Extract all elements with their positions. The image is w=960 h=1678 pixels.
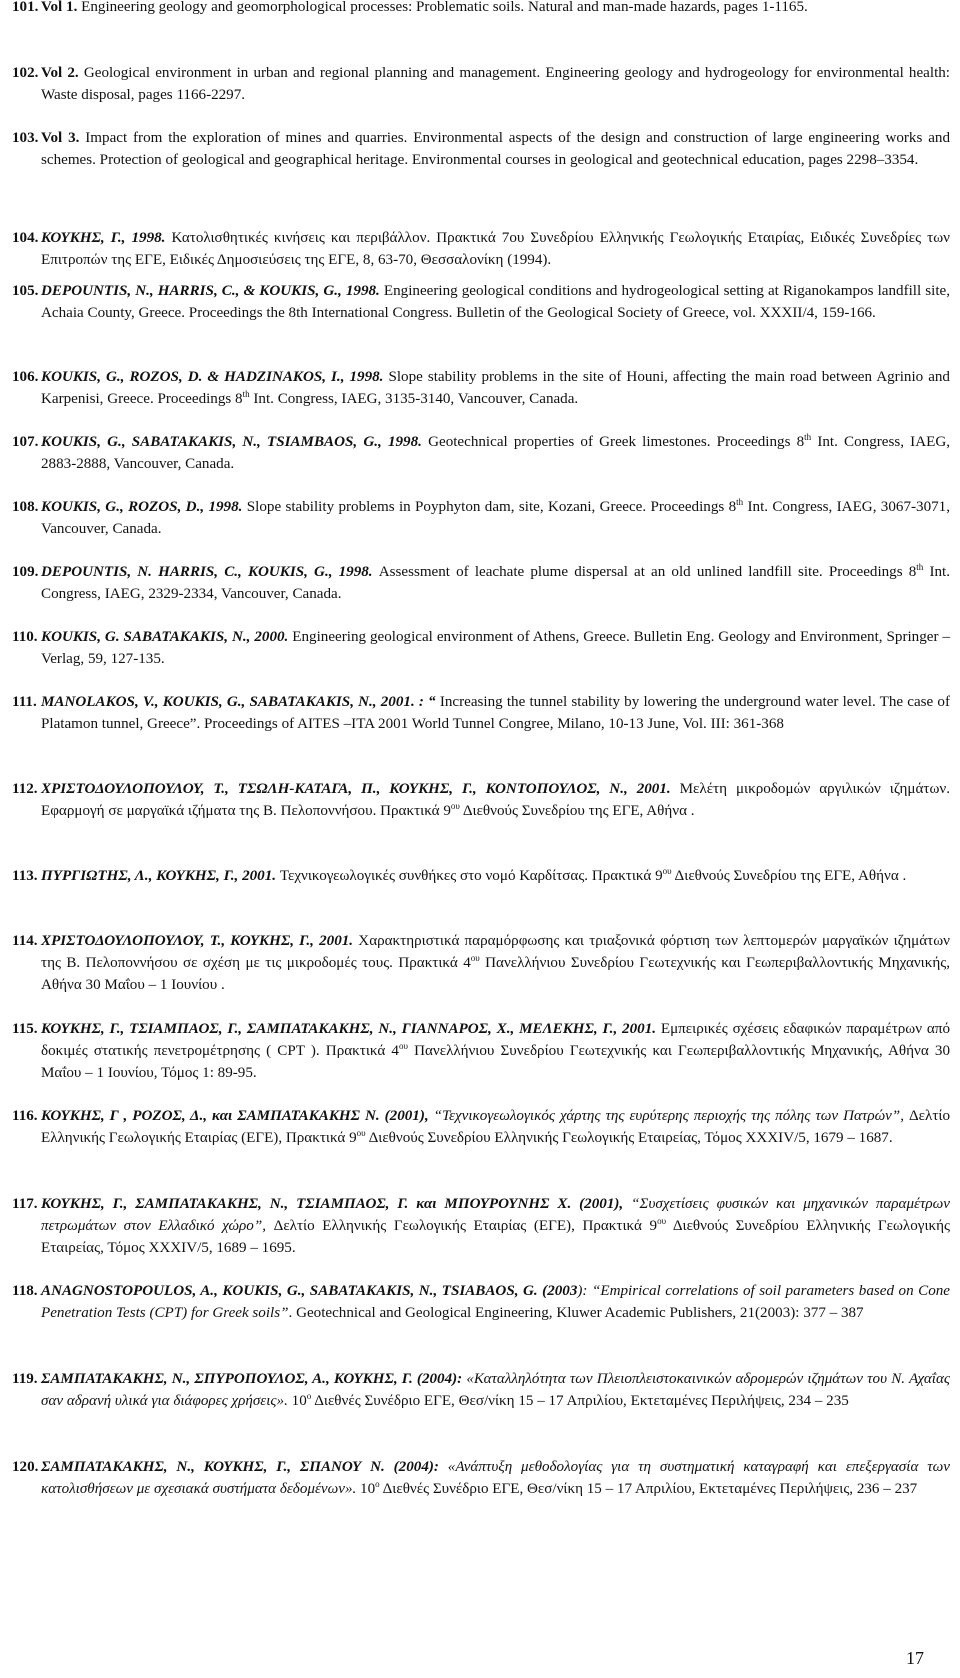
ref-text: Διεθνές Συνέδριο ΕΓΕ, Θεσ/νίκη 15 – 17 Απριλίου, Εκτεταμένες Περιλήψεις, 234 – 235: [311, 1393, 849, 1409]
ref-text: Engineering geological conditions and hydrogeological setting at Riganokampos landfill site, Achaia County, Greece. Proceedings the 8th International Congress. Bulletin of the Geological Society of Greece, vol. XXXII/4, 159-166.: [41, 283, 950, 321]
reference-109: [12, 561, 950, 605]
reference-number: 107.: [12, 434, 39, 450]
reference-118: [12, 1280, 950, 1324]
ref-text: Διεθνούς Συνεδρίου της ΕΓΕ, Αθήνα .: [459, 803, 695, 819]
ref-volume: Vol 2.: [41, 65, 84, 81]
ref-text: Impact from the exploration of mines and quarries. Environmental aspects of the design and construction of large engineering works and schemes. Protection of geological and geographical heritage. Environmental courses in geological and geotechnical education, pages 2298–3354.: [41, 130, 950, 168]
ref-text: Κατολισθητικές κινήσεις και περιβάλλον. Πρακτικά 7ου Συνεδρίου Ελληνικής Γεωλογικής Εταιρίας, Ειδικές Συνεδρίες των Επιτροπών της ΕΓΕ, Ειδικές Δημοσιεύσεις της ΕΓΕ, 8, 63-70, Θεσσαλονίκη (1994).: [41, 230, 950, 268]
reference-number: 105.: [12, 283, 39, 299]
ref-title: «Ανάπτυξη μεθοδολογίας για τη συστηματική καταγραφή και επεξεργασία των κατολισθήσεων με σχεσιακά συστήματα δεδομένων».: [41, 1459, 950, 1497]
ref-text: Διεθνούς Συνεδρίου Ελληνικής Γεωλογικής Εταιρείας, Τόμος XXXIV/5, 1689 – 1695.: [41, 1218, 950, 1256]
ref-text: Int. Congress, IAEG, 3135-3140, Vancouver, Canada.: [249, 391, 579, 407]
reference-119: [12, 1368, 950, 1412]
ref-text: Διεθνές Συνέδριο ΕΓΕ, Θεσ/νίκη 15 – 17 Απριλίου, Εκτεταμένες Περιλήψεις, 236 – 237: [379, 1481, 918, 1497]
ref-authors: ΣΑΜΠΑΤΑΚΑΚΗΣ, Ν., ΚΟΥΚΗΣ, Γ., ΣΠΑΝΟΥ Ν. (2004):: [41, 1459, 439, 1475]
reference-number: 104.: [12, 230, 39, 246]
ref-text: Εμπειρικές σχέσεις εδαφικών παραμέτρων από δοκιμές στατικής πενετρομέτρησης ( CPT ). Πρακτικά 4: [41, 1021, 950, 1059]
reference-101: [12, 0, 950, 18]
reference-117: [12, 1193, 950, 1259]
reference-114: [12, 930, 950, 996]
ref-title: «Καταλληλότητα των Πλειοπλειστοκαινικών αδρομερών ιζημάτων του Ν. Αχαΐας σαν αδρανή υλικά για διάφορες χρήσεις».: [41, 1371, 950, 1409]
ref-text: Τεχνικογεωλογικές συνθήκες στο νομό Καρδίτσας. Πρακτικά 9: [279, 868, 663, 884]
ref-text: Engineering geology and geomorphological processes: Problematic soils. Natural and man-made hazards, pages 1-1165.: [81, 0, 808, 15]
reference-112: [12, 778, 950, 822]
ref-authors: KOUKIS, G., SABATAKAKIS, N., TSIAMBAOS, G., 1998.: [41, 434, 429, 450]
ref-authors: DEPOUNTIS, N. HARRIS, C., KOUKIS, G., 1998.: [41, 564, 379, 580]
reference-number: 110.: [12, 629, 38, 645]
ref-authors: ΧΡΙΣΤΟΔΟΥΛΟΠΟΥΛΟΥ, Τ., ΚΟΥΚΗΣ, Γ., 2001.: [41, 933, 359, 949]
ref-authors: ΣΑΜΠΑΤΑΚΑΚΗΣ, Ν., ΣΠΥΡΟΠΟΥΛΟΣ, Α., ΚΟΥΚΗΣ, Γ. (2004):: [41, 1371, 463, 1387]
reference-number: 118.: [12, 1283, 38, 1299]
ref-text: Διεθνούς Συνεδρίου της ΕΓΕ, Αθήνα .: [671, 868, 907, 884]
reference-115: [12, 1018, 950, 1084]
ref-authors: MANOLAKOS, V., KOUKIS, G., SABATAKAKIS, N., 2001. : “: [41, 694, 440, 710]
ref-text: Int. Congress, IAEG, 2329-2334, Vancouver, Canada.: [41, 564, 950, 602]
ref-authors: ΠΥΡΓΙΩΤΗΣ, Λ., ΚΟΥΚΗΣ, Γ., 2001.: [41, 868, 280, 884]
reference-102: [12, 62, 950, 106]
ref-text: Χαρακτηριστικά παραμόρφωσης και τριαξονικά φόρτιση των λεπτομερών μαργαϊκών ιζημάτων της Β. Πελοποννήσου σε σχέση με τις μικροδομές τους. Πρακτικά 4: [41, 933, 951, 971]
ordinal-superscript: ου: [356, 1128, 366, 1138]
ref-text: Int. Congress, IAEG, 3067-3071, Vancouver, Canada.: [41, 499, 950, 537]
ref-authors: ΚΟΥΚΗΣ, Γ., 1998.: [41, 230, 172, 246]
ref-title: “Συσχετίσεις φυσικών και μηχανικών παραμέτρων πετρωμάτων στον Ελλαδικό χώρο”,: [41, 1196, 950, 1234]
ordinal-superscript: th: [804, 432, 812, 442]
ordinal-superscript: ου: [450, 801, 460, 811]
ref-text: Πανελλήνιου Συνεδρίου Γεωτεχνικής και Γεωπεριβαλλοντικής Μηχανικής, Αθήνα 30 Μαΐου – 1 Ιουνίου, Τόμος 1: 89-95.: [41, 1043, 950, 1081]
reference-number: 114.: [12, 933, 38, 949]
ref-authors: KOUKIS, G., ROZOS, D. & HADZINAKOS, I., 1998.: [41, 369, 389, 385]
reference-number: 120.: [12, 1459, 39, 1475]
ref-authors: ΚΟΥΚΗΣ, Γ , ΡΟΖΟΣ, Δ., και ΣΑΜΠΑΤΑΚΑΚΗΣ Ν. (2001),: [41, 1108, 434, 1124]
ref-text: Engineering geological environment of Athens, Greece. Bulletin Eng. Geology and Environment, Springer – Verlag, 59, 127-135.: [41, 629, 950, 667]
reference-number: 115.: [12, 1021, 38, 1037]
reference-number: 101.: [12, 0, 39, 15]
reference-number: 102.: [12, 65, 39, 81]
reference-105: [12, 280, 950, 324]
ref-text: Δελτίο Ελληνικής Γεωλογικής Εταιρίας (ΕΓΕ), Πρακτικά 9: [41, 1108, 950, 1146]
reference-116: [12, 1105, 950, 1149]
reference-113: [12, 865, 950, 887]
ref-text: Assessment of leachate plume dispersal at an old unlined landfill site. Proceedings 8: [378, 564, 917, 580]
ordinal-superscript: ο: [306, 1391, 312, 1401]
reference-number: 112.: [12, 781, 38, 797]
ordinal-superscript: ου: [398, 1041, 408, 1051]
ref-authors: KOUKIS, G. SABATAKAKIS, N., 2000.: [41, 629, 293, 645]
reference-number: 106.: [12, 369, 39, 385]
reference-number: 117.: [12, 1196, 38, 1212]
ref-volume: Vol 1.: [41, 0, 82, 15]
ref-text: Geological environment in urban and regional planning and management. Engineering geology and hydrogeology for environmental health: Waste disposal, pages 1166-2297.: [41, 65, 951, 103]
reference-number: 111.: [12, 694, 37, 710]
ref-volume: Vol 3.: [41, 130, 86, 146]
reference-111: [12, 691, 950, 735]
ref-text: Int. Congress, IAEG, 2883-2888, Vancouver, Canada.: [41, 434, 951, 472]
ref-text: Slope stability problems in the site of Houni, affecting the main road between Agrinio and Karpenisi, Greece. Proceedings 8: [41, 369, 950, 407]
ref-text: Δελτίο Ελληνικής Γεωλογικής Εταιρίας (ΕΓΕ), Πρακτικά 9: [273, 1218, 658, 1234]
ordinal-superscript: ο: [375, 1479, 380, 1489]
reference-number: 109.: [12, 564, 39, 580]
ordinal-superscript: th: [736, 497, 744, 507]
ref-authors: KOUKIS, G., ROZOS, D., 1998.: [41, 499, 247, 515]
ref-authors: ΚΟΥΚΗΣ, Γ., ΣΑΜΠΑΤΑΚΑΚΗΣ, Ν., ΤΣΙΑΜΠΑΟΣ, Γ. και ΜΠΟΥΡΟΥΝΗΣ Χ. (2001),: [41, 1196, 632, 1212]
ordinal-superscript: th: [916, 562, 924, 572]
reference-104: [12, 227, 950, 271]
ordinal-superscript: ου: [657, 1216, 667, 1226]
ref-authors: DEPOUNTIS, N., HARRIS, C., & KOUKIS, G., 1998.: [41, 283, 384, 299]
reference-number: 113.: [12, 868, 38, 884]
ordinal-superscript: th: [242, 389, 250, 399]
reference-103: [12, 127, 950, 171]
ref-authors: ANAGNOSTOPOULOS, A., KOUKIS, G., SABATAKAKIS, N., TSIABAOS, G. (2003: [41, 1283, 578, 1299]
page-number: 17: [906, 1648, 924, 1668]
ref-text: Διεθνούς Συνεδρίου Ελληνικής Γεωλογικής Εταιρείας, Τόμος XXXIV/5, 1679 – 1687.: [365, 1130, 893, 1146]
ordinal-superscript: ου: [470, 953, 480, 963]
ref-authors: ΧΡΙΣΤΟΔΟΥΛΟΠΟΥΛΟΥ, Τ., ΤΣΩΛΗ-ΚΑΤΑΓΑ, Π., ΚΟΥΚΗΣ, Γ., ΚΟΝΤΟΠΟΥΛΟΣ, Ν., 2001.: [41, 781, 680, 797]
reference-120: [12, 1456, 950, 1500]
ref-text: Geotechnical properties of Greek limestones. Proceedings 8: [428, 434, 805, 450]
ref-text: Slope stability problems in Poyphyton dam, site, Kozani, Greece. Proceedings 8: [246, 499, 737, 515]
reference-108: [12, 496, 950, 540]
reference-number: 108.: [12, 499, 39, 515]
reference-106: [12, 366, 950, 410]
reference-number: 103.: [12, 130, 39, 146]
ref-text: Μελέτη μικροδομών αργιλικών ιζημάτων. Εφαρμογή σε μαργαϊκά ιζήματα της Β. Πελοποννήσου. Πρακτικά 9: [41, 781, 951, 819]
ref-title: ): “Empirical correlations of soil parameters based on Cone Penetration Tests (CPT) for Greek soils”: [41, 1283, 950, 1321]
reference-number: 119.: [12, 1371, 38, 1387]
ref-text: 10: [356, 1481, 376, 1497]
reference-number: 116.: [12, 1108, 38, 1124]
ref-text: Πανελλήνιου Συνεδρίου Γεωτεχνικής και Γεωπεριβαλλοντικής Μηχανικής, Αθήνα 30 Μαΐου – 1 Ιουνίου .: [41, 955, 950, 993]
ref-text: 10: [287, 1393, 307, 1409]
ref-title: “Τεχνικογεωλογικός χάρτης της ευρύτερης περιοχής της πόλης των Πατρών”,: [433, 1108, 909, 1124]
ref-authors: ΚΟΥΚΗΣ, Γ., ΤΣΙΑΜΠΑΟΣ, Γ., ΣΑΜΠΑΤΑΚΑΚΗΣ, Ν., ΓΙΑΝΝΑΡΟΣ, Χ., ΜΕΛΕΚΗΣ, Γ., 2001.: [41, 1021, 661, 1037]
reference-110: [12, 626, 950, 670]
reference-107: [12, 431, 950, 475]
ref-text: Increasing the tunnel stability by lowering the underground water level. The case of Platamon tunnel, Greece”. Proceedings of AITES –ITA 2001 World Tunnel Congree, Milano, 10-13 June, Vol. III: 361-368: [41, 694, 950, 732]
ref-text: . Geotechnical and Geological Engineering, Kluwer Academic Publishers, 21(2003): 377 – 387: [288, 1305, 864, 1321]
ordinal-superscript: ου: [662, 866, 672, 876]
